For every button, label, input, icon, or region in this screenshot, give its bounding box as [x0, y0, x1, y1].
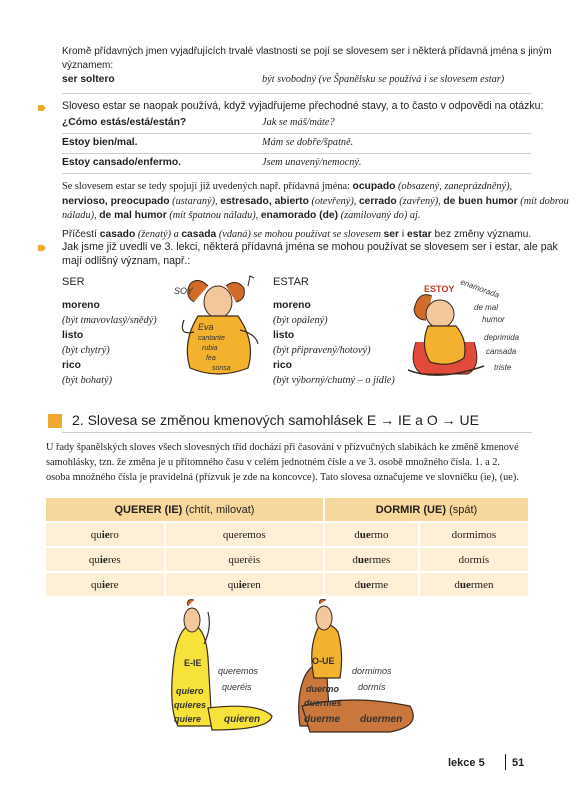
querer-header: QUERER (IE) (chtít, milovat) — [46, 498, 324, 522]
svg-text:duerme: duerme — [304, 714, 341, 725]
svg-text:cantante: cantante — [198, 335, 225, 342]
dormir-header: DORMIR (UE) (spát) — [324, 498, 529, 522]
svg-text:quiero: quiero — [176, 686, 204, 696]
svg-text:sonsa: sonsa — [212, 365, 231, 372]
divider — [62, 133, 531, 134]
svg-text:dormimos: dormimos — [352, 666, 392, 676]
bullet-arrow-icon — [37, 103, 47, 113]
svg-text:queremos: queremos — [218, 666, 259, 676]
svg-text:duermo: duermo — [306, 684, 340, 694]
table-row: quieres queréis duermes dormís — [46, 547, 529, 572]
bullet-estar: Sloveso estar se naopak používá, když vyjadřujeme přechodné stavy, a to často v odpovědi na otázku: — [62, 100, 544, 112]
svg-text:humor: humor — [482, 315, 505, 324]
svg-text:E-IE: E-IE — [184, 658, 202, 668]
intro-paragraph: Kromě přídavných jmen vyjadřujících trvalé vlastnosti se pojí se slovesem ser i některá přídavná jména s jiným významem: — [62, 46, 552, 71]
divider — [62, 153, 531, 154]
section-marker — [48, 414, 62, 428]
svg-text:triste: triste — [494, 363, 512, 372]
table-row: quiero queremos duermo dormimos — [46, 522, 529, 547]
querer-figure-illustration — [148, 598, 288, 738]
section-title: 2. Slovesa se změnou kmenových samohlásek E → IE a O → UE — [72, 412, 479, 428]
estar-column: ESTAR moreno (být opálený) listo (být připravený/hotový) rico (být výborný/chutný – o jídle) — [273, 276, 395, 386]
footer-separator — [505, 754, 506, 770]
estar-adjectives-paragraph: Se slovesem estar se tedy spojují již uvedených např. přídavná jména: ocupado (obsazený, zaneprázdněný), nervioso, preocupado (ustaraný), estresado, abierto (otevřený), cerrado (zavřený), de buen humor (mít dobrou náladu), de mal humor (mít špatnou náladu), enamorado (de) (zamilovaný do) aj. — [62, 181, 569, 221]
svg-text:cansada: cansada — [486, 347, 517, 356]
svg-text:deprimida: deprimida — [484, 333, 520, 342]
conjugation-table — [46, 498, 530, 598]
ser-column: SER moreno (být tmavovlasý/snědý) listo (být chytrý) rico (být bohatý) — [62, 276, 157, 386]
casado-paragraph: Příčestí casado (ženatý) a casada (vdaná) se mohou používat se slovesem ser i estar bez změny významu. — [62, 229, 532, 240]
bullet-ser-estar: Jak jsme již uvedli ve 3. lekci, některá přídavná jména se mohou používat se slovesem ser i estar, ale pak mají odlišný význam, např.: — [62, 241, 558, 267]
svg-text:duermen: duermen — [360, 714, 403, 725]
footer-lesson: lekce 5 — [448, 757, 485, 769]
divider — [62, 173, 531, 174]
ser-woman-illustration — [168, 272, 266, 384]
svg-text:rubia: rubia — [202, 345, 218, 352]
svg-text:de mal: de mal — [474, 303, 499, 312]
section-paragraph: U řady španělských sloves všech slovesných tříd dochází při časování v přízvučných slabikách ke změně kmenové samohlásky, tzn. že změna je u přítomného času v celém jednotném čísle a ve 3. osobě množného čísla. 1. a 2. osoba množného čísla je pravidelná (přízvuk je zde na koncovce). Tato slovesa označujeme ve slovníčku (ie), (ue). — [46, 442, 519, 483]
svg-text:ESTOY: ESTOY — [424, 284, 455, 294]
svg-text:fea: fea — [206, 355, 216, 362]
svg-text:quieres: quieres — [174, 700, 207, 710]
svg-text:quiere: quiere — [174, 714, 202, 724]
divider — [62, 93, 531, 94]
svg-text:enamorada: enamorada — [459, 277, 501, 300]
dormir-figure-illustration — [290, 598, 430, 738]
svg-text:quieren: quieren — [224, 714, 261, 725]
svg-text:SOY: SOY — [174, 286, 194, 296]
page-number: 51 — [512, 757, 525, 769]
svg-text:duermes: duermes — [304, 698, 342, 708]
svg-text:Eva: Eva — [198, 322, 214, 332]
estar-woman-illustration — [398, 270, 538, 382]
svg-text:queréis: queréis — [222, 682, 252, 692]
svg-text:dormís: dormís — [358, 682, 386, 692]
table-header-row — [46, 498, 529, 522]
divider — [62, 432, 532, 433]
svg-text:O-UE: O-UE — [312, 656, 335, 666]
table-row: quiere quieren duerme duermen — [46, 572, 529, 597]
bullet-arrow-icon — [37, 243, 47, 253]
